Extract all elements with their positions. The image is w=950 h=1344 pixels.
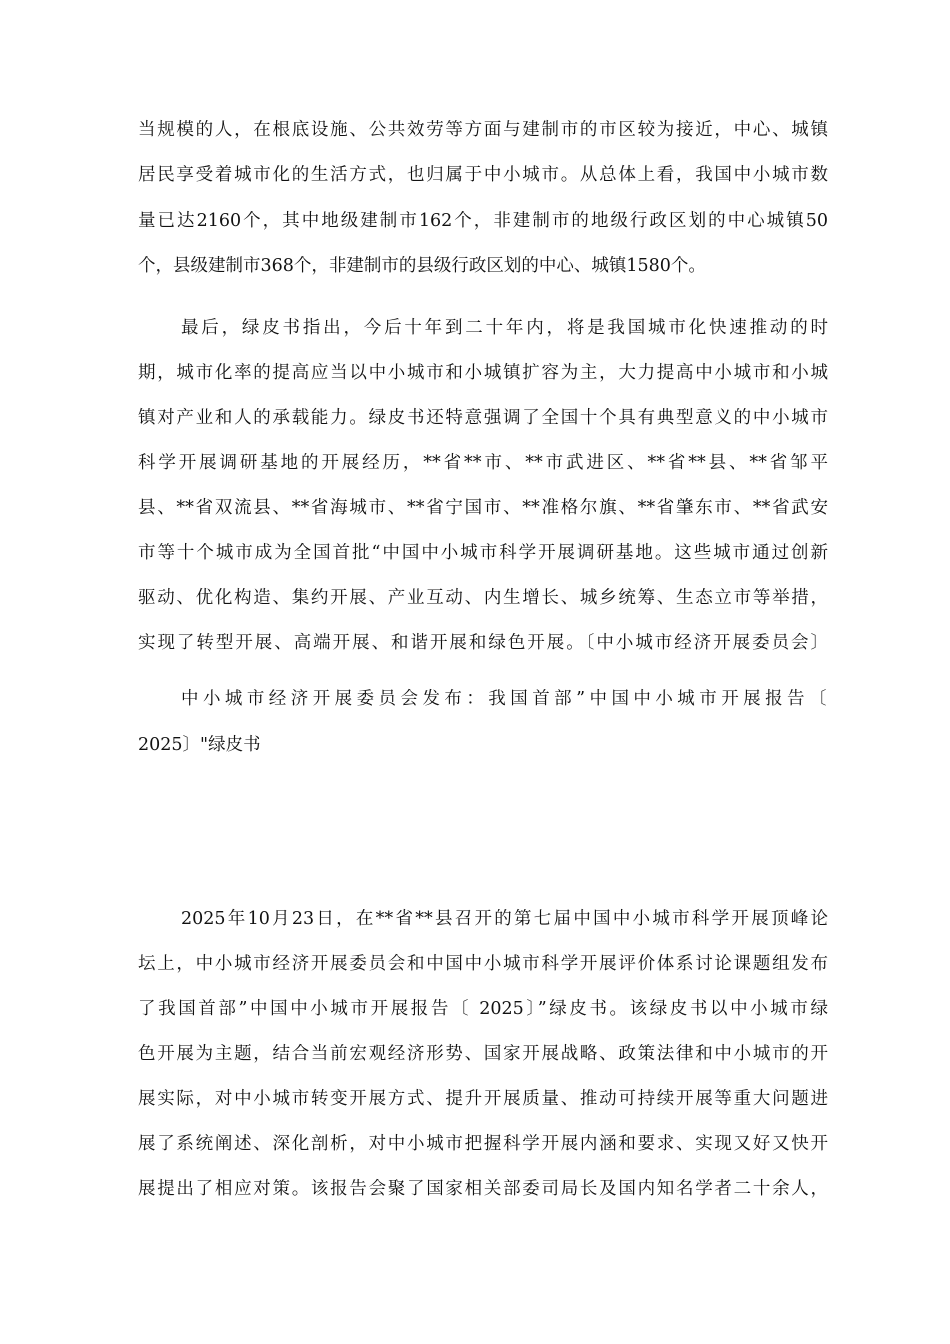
text-line: 最后，绿皮书指出，今后十年到二十年内，将是我国城市化快速推动的时 bbox=[181, 318, 828, 338]
text-line: 县、**省双流县、**省海城市、**省宁国市、**准格尔旗、**省肇东市、**省武安 bbox=[138, 498, 828, 518]
text-line: 展了系统阐述、深化剖析，对中小城市把握科学开展内涵和要求、实现又好又快开 bbox=[138, 1134, 828, 1154]
text-line: 居民享受着城市化的生活方式，也归属于中小城市。从总体上看，我国中小城市数 bbox=[138, 165, 828, 185]
text-line: 个，县级建制市368个，非建制市的县级行政区划的中心、城镇1580个。 bbox=[138, 256, 706, 276]
text-line: 期，城市化率的提高应当以中小城市和小城镇扩容为主，大力提高中小城市和小城 bbox=[138, 363, 828, 383]
text-line: 镇对产业和人的承载能力。绿皮书还特意强调了全国十个具有典型意义的中小城市 bbox=[138, 408, 828, 428]
text-line: 2025年10月23日，在**省**县召开的第七届中国中小城市科学开展顶峰论 bbox=[181, 909, 828, 929]
text-line: 展提出了相应对策。该报告会聚了国家相关部委司局长及国内知名学者二十余人， bbox=[138, 1179, 828, 1199]
text-line: 坛上，中小城市经济开展委员会和中国中小城市科学开展评价体系讨论课题组发布 bbox=[138, 954, 828, 974]
text-line: 展实际，对中小城市转变开展方式、提升开展质量、推动可持续开展等重大问题进 bbox=[138, 1089, 828, 1109]
text-line: 当规模的人，在根底设施、公共效劳等方面与建制市的市区较为接近，中心、城镇 bbox=[138, 120, 828, 140]
text-line: 市等十个城市成为全国首批“中国中小城市科学开展调研基地。这些城市通过创新 bbox=[138, 543, 828, 563]
text-line: 实现了转型开展、高端开展、和谐开展和绿色开展。〔中小城市经济开展委员会〕 bbox=[138, 633, 828, 653]
text-line: 了我国首部”中国中小城市开展报告〔 2025〕”绿皮书。该绿皮书以中小城市绿 bbox=[138, 999, 828, 1019]
text-line: 色开展为主题，结合当前宏观经济形势、国家开展战略、政策法律和中小城市的开 bbox=[138, 1044, 828, 1064]
heading-line: 中小城市经济开展委员会发布：我国首部”中国中小城市开展报告〔 bbox=[181, 689, 828, 709]
text-line: 驱动、优化构造、集约开展、产业互动、内生增长、城乡统筹、生态立市等举措， bbox=[138, 588, 828, 608]
text-line: 量已达2160个，其中地级建制市162个，非建制市的地级行政区划的中心城镇50 bbox=[138, 211, 828, 231]
heading-line: 2025〕"绿皮书 bbox=[138, 735, 261, 755]
text-line: 科学开展调研基地的开展经历，**省**市、**市武进区、**省**县、**省邹平 bbox=[138, 453, 828, 473]
